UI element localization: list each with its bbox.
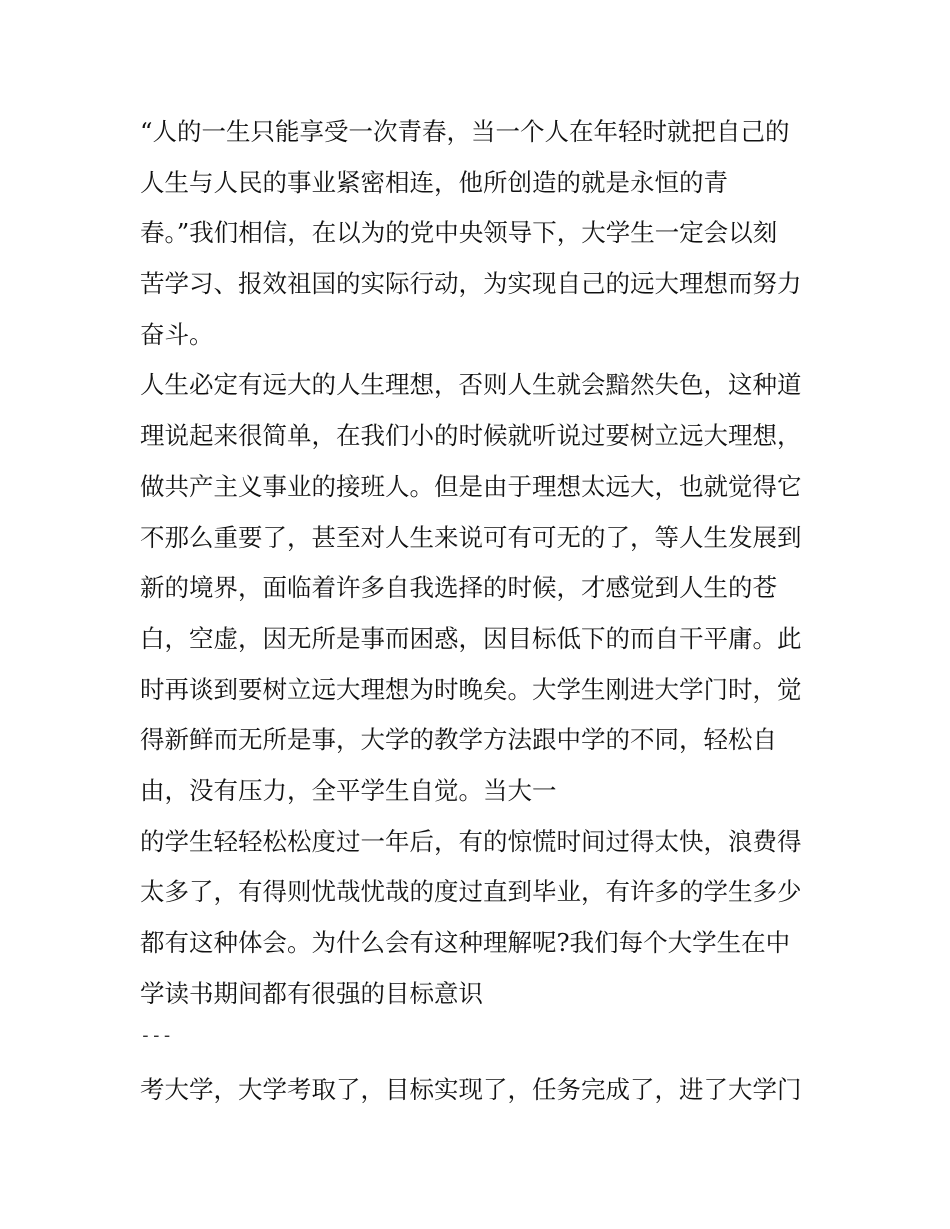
- text-line: 的学生轻轻松松度过一年后，有的惊慌时间过得太快，浪费得: [140, 826, 802, 856]
- text-line: 奋斗。: [140, 319, 214, 349]
- text-line: 太多了，有得则忧哉忧哉的度过直到毕业，有许多的学生多少: [140, 877, 802, 907]
- text-line: 考大学，大学考取了，目标实现了，任务完成了，进了大学门: [140, 1075, 802, 1105]
- text-line: 白，空虚，因无所是事而困惑，因目标低下的而自干平庸。此: [140, 623, 802, 653]
- text-line: 苦学习、报效祖国的实际行动，为实现自己的远大理想而努力: [140, 269, 802, 299]
- text-line: 春。”我们相信，在以为的党中央领导下，大学生一定会以刻: [140, 218, 778, 248]
- text-line: 都有这种体会。为什么会有这种理解呢?我们每个大学生在中: [140, 928, 791, 957]
- text-line: 时再谈到要树立远大理想为时晚矣。大学生刚进大学门时，觉: [140, 674, 802, 704]
- text-line: 人生必定有远大的人生理想，否则人生就会黯然失色，这种道: [140, 370, 802, 400]
- text-line: 理说起来很简单，在我们小的时候就听说过要树立远大理想，: [140, 421, 802, 451]
- section-separator: ---: [140, 1025, 173, 1047]
- text-line: 做共产主义事业的接班人。但是由于理想太远大，也就觉得它: [140, 471, 802, 501]
- text-line: 学读书期间都有很强的目标意识: [140, 978, 483, 1008]
- text-line: 得新鲜而无所是事，大学的教学方法跟中学的不同，轻松自: [140, 725, 777, 755]
- document-body: [140, 107, 830, 1116]
- text-line: 不那么重要了，甚至对人生来说可有可无的了，等人生发展到: [140, 522, 802, 552]
- text-line: 由，没有压力，全平学生自觉。当大一: [140, 775, 557, 805]
- text-line: 新的境界，面临着许多自我选择的时候，才感觉到人生的苍: [140, 573, 777, 603]
- text-line: “人的一生只能享受一次青春，当一个人在年轻时就把自己的: [140, 117, 790, 146]
- text-line: 人生与人民的事业紧密相连，他所创造的就是永恒的青: [140, 167, 728, 197]
